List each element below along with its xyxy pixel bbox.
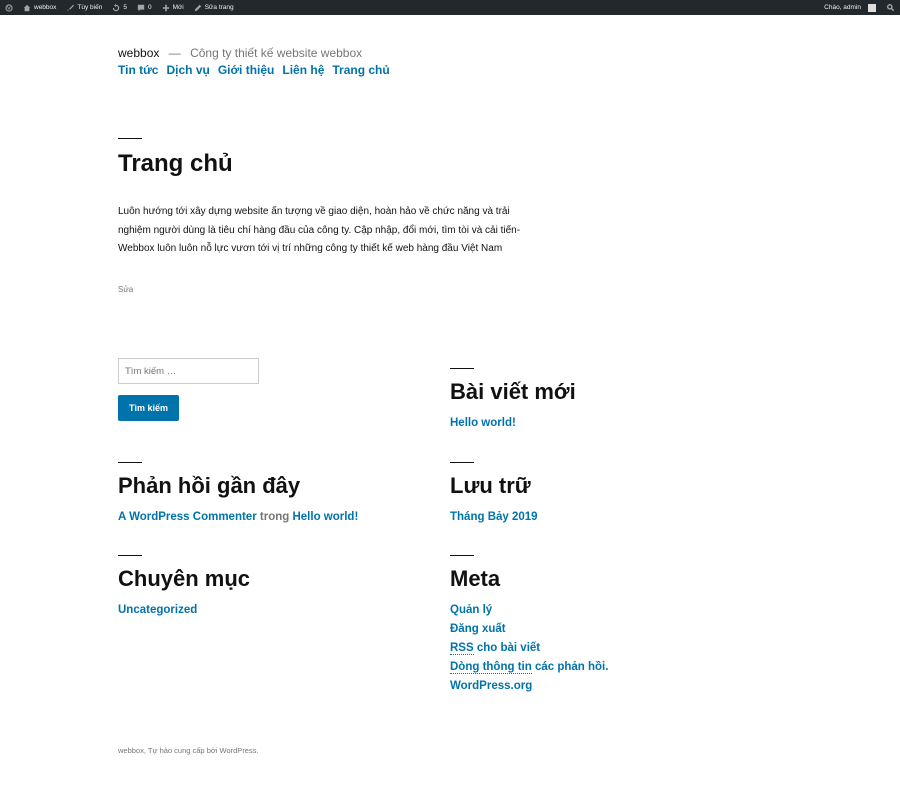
- admin-bar-site-name: webbox: [34, 4, 57, 11]
- rss-rest: cho bài viết: [476, 642, 541, 654]
- meta-comments-feed-link[interactable]: [450, 661, 608, 673]
- admin-bar-comments[interactable]: [132, 0, 157, 15]
- site-description: Công ty thiết kế website webbox: [190, 46, 363, 60]
- meta-admin-link[interactable]: Quản lý: [450, 604, 493, 616]
- recent-posts-title: Bài viết mới: [450, 379, 576, 404]
- widget-divider: [450, 462, 474, 463]
- admin-bar: [0, 0, 900, 15]
- home-icon: [23, 4, 31, 12]
- edit-link[interactable]: Sửa: [118, 285, 134, 294]
- main-navigation: [118, 63, 390, 77]
- plus-icon: [162, 4, 170, 12]
- recent-comment: [118, 511, 358, 523]
- page-title: Trang chủ: [118, 150, 233, 177]
- category-link[interactable]: Uncategorized: [118, 604, 198, 616]
- content-line: Luôn hướng tới xây dựng website ấn tượng về giao diện, hoàn hảo về chức năng và trải: [118, 206, 510, 217]
- admin-bar-customize[interactable]: [61, 0, 107, 15]
- site-branding: [118, 46, 362, 60]
- admin-bar-greeting: Chào, admin: [824, 4, 861, 11]
- nav-item-news[interactable]: Tin tức: [118, 63, 159, 77]
- admin-bar-account[interactable]: [819, 0, 881, 15]
- brush-icon: [66, 4, 74, 12]
- content-line: Webbox luôn luôn nỗ lực vươn tới vị trí những công ty thiết kế web hàng đầu Việt Nam: [118, 243, 503, 254]
- admin-bar-search-icon[interactable]: [881, 4, 900, 11]
- widget-divider: [118, 462, 142, 463]
- page-content: [118, 203, 538, 259]
- admin-bar-updates[interactable]: [107, 0, 132, 15]
- archives-title: Lưu trữ: [450, 473, 531, 498]
- admin-bar-edit-page-label: Sửa trang: [204, 4, 234, 11]
- comment-bubble-icon: [137, 4, 145, 12]
- admin-bar-new[interactable]: [157, 0, 189, 15]
- svg-text:W: W: [7, 5, 11, 11]
- rss-abbr: RSS: [450, 642, 474, 654]
- content-line: nghiệm người dùng là tiêu chí hàng đầu của công ty. Cập nhập, đổi mới, tìm tòi và cải tiến-: [118, 224, 521, 236]
- site-title[interactable]: webbox: [118, 46, 160, 60]
- nav-item-about[interactable]: Giới thiệu: [217, 63, 275, 77]
- search-input[interactable]: [118, 358, 259, 384]
- widget-divider: [118, 555, 142, 556]
- avatar: [868, 4, 876, 12]
- recent-comments-title: Phản hồi gần đây: [118, 473, 301, 498]
- recent-post-link[interactable]: Hello world!: [450, 417, 516, 429]
- admin-bar-comments-count: 0: [147, 4, 152, 11]
- widget-divider: [450, 368, 474, 369]
- meta-wordpress-org-link[interactable]: WordPress.org: [450, 680, 533, 692]
- admin-bar-site[interactable]: [18, 0, 61, 15]
- nav-item-services[interactable]: Dịch vụ: [166, 63, 210, 77]
- comments-feed-abbr: Dòng thông tin: [450, 661, 532, 673]
- search-button[interactable]: Tìm kiếm: [118, 395, 179, 421]
- admin-bar-updates-count: 5: [123, 4, 127, 11]
- categories-title: Chuyên mục: [118, 566, 251, 591]
- meta-title: Meta: [450, 566, 501, 591]
- nav-item-contact[interactable]: Liên hệ: [282, 63, 325, 77]
- site-title-separator: —: [168, 46, 181, 60]
- meta-rss-link[interactable]: [450, 642, 540, 654]
- archive-link[interactable]: Tháng Bảy 2019: [450, 511, 538, 523]
- admin-bar-edit-page[interactable]: [189, 0, 239, 15]
- meta-logout-link[interactable]: Đăng xuất: [450, 623, 506, 635]
- nav-item-home[interactable]: Trang chủ: [332, 63, 390, 77]
- title-divider: [118, 138, 142, 139]
- admin-bar-new-label: Mới: [172, 4, 184, 11]
- site-footer: webbox, Tự hào cung cấp bởi WordPress.: [118, 746, 259, 755]
- comments-feed-rest: các phản hồi.: [534, 661, 609, 673]
- comment-author-link[interactable]: A WordPress Commenter: [118, 511, 257, 523]
- widget-divider: [450, 555, 474, 556]
- pencil-icon: [194, 4, 202, 12]
- admin-bar-customize-label: Tùy biến: [77, 4, 103, 11]
- comment-post-link[interactable]: Hello world!: [292, 511, 359, 523]
- comment-connector: trong: [259, 511, 290, 523]
- wordpress-logo-icon[interactable]: [0, 0, 18, 15]
- updates-icon: [112, 4, 120, 12]
